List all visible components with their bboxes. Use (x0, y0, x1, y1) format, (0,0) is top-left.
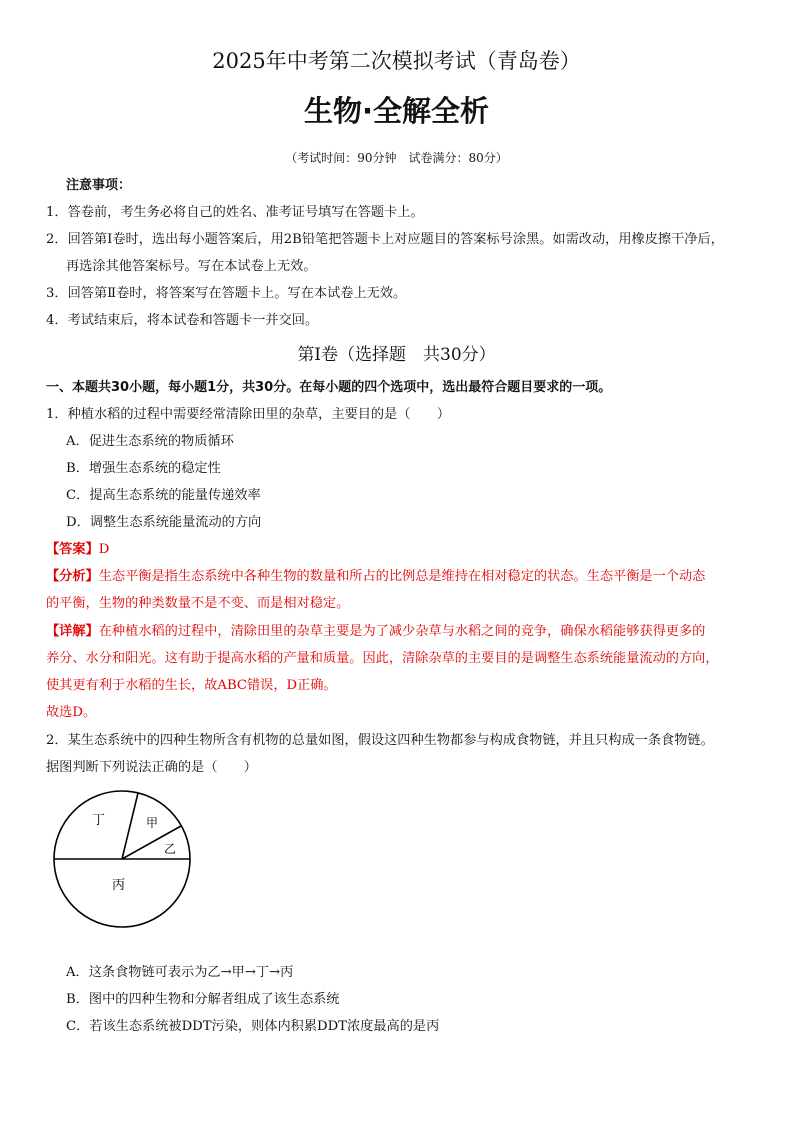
notice-item-continued: 再选涂其他答案标号。写在本试卷上无效。 (66, 259, 317, 274)
answer-tag: 【答案】 (46, 542, 99, 557)
notice-item: 1．答卷前，考生务必将自己的姓名、准考证号填写在答题卡上。 (46, 205, 424, 220)
analysis-tag: 【分析】 (46, 569, 99, 584)
exam-info: （考试时间：90分钟 试卷满分：80分） (285, 151, 508, 165)
notice-item: 4．考试结束后，将本试卷和答题卡一并交回。 (46, 313, 319, 328)
q1-stem: 1．种植水稻的过程中需要经常清除田里的杂草，主要目的是（ ） (46, 407, 451, 422)
q1-detail-line2: 养分、水分和阳光。这有助于提高水稻的产量和质量。因此，清除杂草的主要目的是调整生态系统能量流动的方向， (46, 651, 719, 666)
q1-detail-line3: 使其更有利于水稻的生长，故ABC错误，D正确。 (46, 678, 337, 693)
q1-detail-line1 (46, 623, 705, 641)
q2-option-b: B．图中的四种生物和分解者组成了该生态系统 (66, 992, 340, 1007)
pie-divider-ding-jia (122, 793, 138, 859)
notice-item: 3．回答第Ⅱ卷时，将答案写在答题卡上。写在本试卷上无效。 (46, 286, 407, 301)
q2-option-a: A．这条食物链可表示为乙→甲→丁→丙 (66, 965, 294, 980)
q2-option-c: C．若该生态系统被DDT污染，则体内积累DDT浓度最高的是丙 (66, 1019, 440, 1034)
q1-option-d: D．调整生态系统能量流动的方向 (66, 515, 262, 530)
q1-answer (46, 541, 109, 559)
section-instruction: 一、本题共30小题，每小题1分，共30分。在每小题的四个选项中，选出最符合题目要求的一项。 (46, 380, 612, 395)
detail-tag: 【详解】 (46, 624, 99, 639)
q1-analysis-line1 (46, 568, 705, 586)
analysis-text: 生态平衡是指生态系统中各种生物的数量和所占的比例总是维持在相对稳定的状态。生态平衡是一个动态 (98, 569, 706, 584)
pie-label-bing: 丙 (112, 878, 126, 893)
q2-stem-line2: 据图判断下列说法正确的是（ ） (46, 760, 257, 775)
notice-item: 2．回答第Ⅰ卷时，选出每小题答案后，用2B铅笔把答题卡上对应题目的答案标号涂黑。如需改动，用橡皮擦干净后， (46, 232, 724, 247)
detail-text: 在种植水稻的过程中，清除田里的杂草主要是为了减少杂草与水稻之间的竞争，确保水稻能够获得更多的 (98, 624, 706, 639)
pie-label-jia: 甲 (146, 816, 159, 830)
exam-subtitle: 生物·全解全析 (303, 94, 490, 128)
q1-analysis-line2: 的平衡，生物的种类数量不是不变、而是相对稳定。 (46, 596, 350, 611)
pie-label-ding: 丁 (92, 813, 106, 828)
exam-title: 2025年中考第二次模拟考试（青岛卷） (212, 49, 581, 73)
section-title: 第Ⅰ卷（选择题 共30分） (297, 345, 496, 365)
q2-stem-line1: 2．某生态系统中的四种生物所含有机物的总量如图，假设这四种生物都参与构成食物链，并且只构成一条食物链。 (46, 733, 714, 748)
pie-label-yi: 乙 (164, 842, 177, 856)
q1-conclusion: 故选D。 (46, 705, 97, 720)
notice-heading: 注意事项： (66, 178, 132, 193)
q1-option-a: A．促进生态系统的物质循环 (66, 434, 234, 449)
organic-matter-pie-diagram (48, 790, 198, 940)
answer-value: D (98, 542, 110, 557)
q1-option-c: C．提高生态系统的能量传递效率 (66, 488, 261, 503)
q1-option-b: B．增强生态系统的稳定性 (66, 461, 221, 476)
